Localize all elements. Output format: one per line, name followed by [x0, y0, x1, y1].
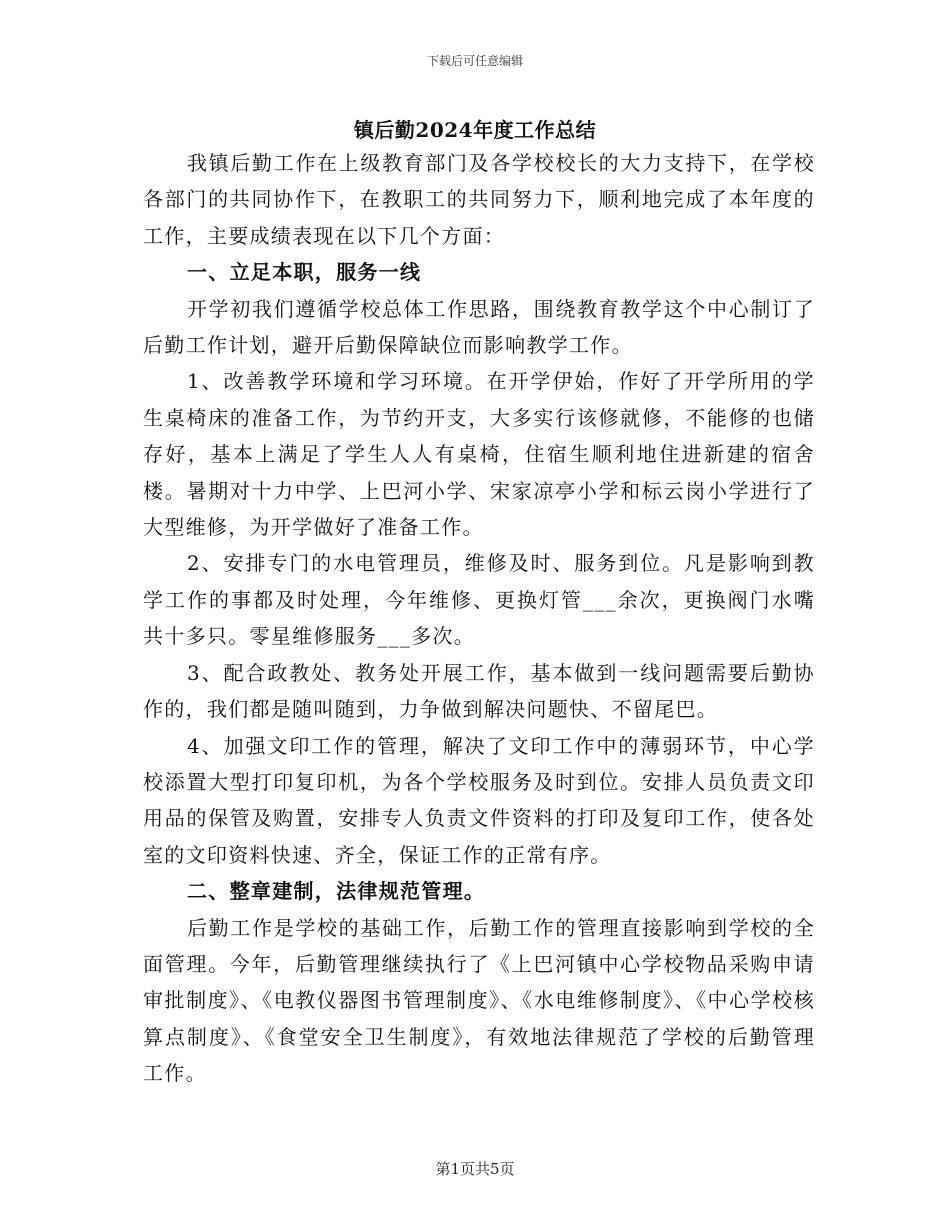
paragraph-item-1: 1、改善教学环境和学习环境。在开学伊始，作好了开学所用的学生桌椅床的准备工作，为节约开支，大多实行该修就修，不能修的也储存好，基本上满足了学生人人有桌椅，住宿生顺利地住进新建的宿舍楼。暑期对十力中学、上巴河小学、宋家凉亭小学和标云岗小学进行了大型维修，为开学做好了准备工作。 [143, 369, 815, 540]
header-note: 下载后可任意编辑 [426, 54, 523, 68]
paragraph-section1-intro: 开学初我们遵循学校总体工作思路，围绕教育教学这个中心制订了后勤工作计划，避开后勤保障缺位而影响教学工作。 [143, 296, 815, 358]
paragraph-item-3: 3、配合政教处、教务处开展工作，基本做到一线问题需要后勤协作的，我们都是随叫随到，力争做到解决问题快、不留尾巴。 [143, 660, 815, 722]
section-heading-1: 一、立足本职，服务一线 [187, 260, 422, 285]
section-heading-2: 二、整章建制，法律规范管理。 [187, 879, 486, 904]
paragraph-item-4: 4、加强文印工作的管理，解决了文印工作中的薄弱环节，中心学校添置大型打印复印机，为各个学校服务及时到位。安排人员负责文印用品的保管及购置，安排专人负责文件资料的打印及复印工作，使各处室的文印资料快速、齐全，保证工作的正常有序。 [143, 733, 815, 867]
paragraph-intro: 我镇后勤工作在上级教育部门及各学校校长的大力支持下，在学校各部门的共同协作下，在教职工的共同努力下，顺利地完成了本年度的工作，主要成绩表现在以下几个方面： [143, 151, 815, 248]
paragraph-section2: 后勤工作是学校的基础工作，后勤工作的管理直接影响到学校的全面管理。今年，后勤管理继续执行了《上巴河镇中心学校物品采购申请审批制度》、《电教仪器图书管理制度》、《水电维修制度》、《中心学校核算点制度》、《食堂安全卫生制度》，有效地法律规范了学校的后勤管理工作。 [143, 915, 815, 1086]
page-number-footer: 第1页共5页 [435, 1160, 515, 1178]
document-title: 镇后勤2024年度工作总结 [353, 118, 597, 142]
paragraph-item-2: 2、安排专门的水电管理员，维修及时、服务到位。凡是影响到教学工作的事都及时处理，今年维修、更换灯管___余次，更换阀门水嘴共十多只。零星维修服务___多次。 [143, 551, 815, 649]
document-body [143, 145, 815, 1092]
